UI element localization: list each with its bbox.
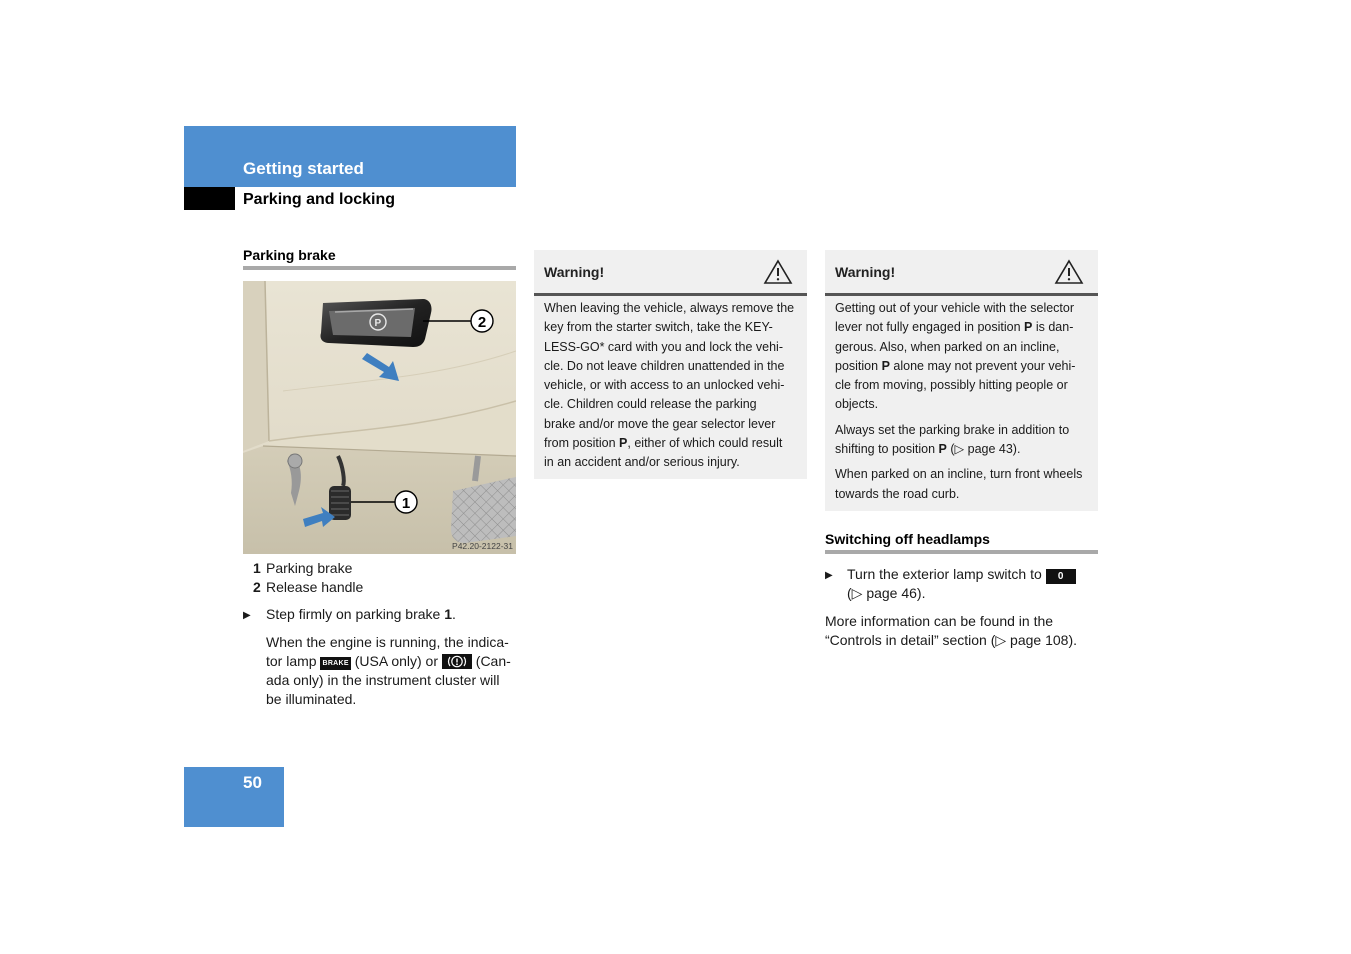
warning-line: gerous. Also, when parked on an incline, — [835, 339, 1060, 354]
parking-brake-illustration — [243, 281, 516, 554]
step-text: Step firmly on parking brake — [266, 606, 441, 622]
warning-title: Warning! — [835, 264, 896, 280]
brake-indicator-icon: BRAKE — [320, 657, 350, 670]
warning-line — [835, 440, 1097, 459]
step-reference: 1 — [444, 606, 452, 622]
headlamps-heading: Switching off headlamps — [825, 531, 990, 547]
gear-position: P — [619, 436, 628, 451]
paragraph-line: “Controls in detail” section (▷ page 108). — [825, 632, 1077, 648]
warning-line: Always set the parking brake in addition to — [835, 422, 1070, 437]
warning-fragment: from position — [544, 436, 616, 451]
warning-fragment: , either of which could result — [627, 436, 783, 451]
step-end: . — [452, 606, 456, 622]
warning-text — [544, 299, 804, 473]
warning-line: in an accident and/or serious injury. — [544, 455, 740, 470]
page-number-box — [184, 767, 284, 827]
more-info-paragraph — [825, 612, 1100, 650]
paragraph-line: When the engine is running, the indica- — [266, 634, 509, 650]
indicator-paragraph — [266, 633, 518, 709]
section-marker — [184, 187, 235, 210]
paragraph-fragment: (Can- — [475, 653, 511, 669]
heading-rule — [825, 550, 1098, 554]
step-bullet-icon: ▶ — [825, 570, 833, 581]
headlamps-step — [847, 565, 1097, 603]
warning-triangle-icon — [763, 259, 793, 290]
warning-fragment: is dan- — [1035, 320, 1074, 335]
warning-line: objects. — [835, 397, 879, 412]
warning-line — [835, 318, 1097, 337]
warning-fragment: alone may not prevent your vehi- — [893, 358, 1076, 373]
warning-line: brake and/or move the gear selector lever — [544, 416, 776, 431]
paragraph-line: be illuminated. — [266, 691, 357, 707]
parking-brake-indicator-icon — [442, 654, 472, 669]
legend-number: 1 — [253, 560, 261, 576]
chapter-title: Getting started — [243, 159, 364, 178]
paragraph-line: More information can be found in the — [825, 613, 1054, 629]
step-line: (▷ page 46). — [847, 585, 926, 601]
lamp-switch-off-icon: 0 — [1046, 569, 1076, 584]
warning-line: LESS-GO* card with you and lock the vehi- — [544, 339, 784, 354]
warning-rule — [534, 293, 807, 296]
step-bullet-icon: ▶ — [243, 610, 251, 621]
parking-brake-drawing — [243, 281, 516, 554]
warning-line — [835, 357, 1097, 376]
warning-line: cle from moving, possibly hitting people or — [835, 378, 1068, 393]
warning-line: vehicle, or with access to an unlocked vehi- — [544, 378, 785, 393]
gear-position: P — [1024, 320, 1033, 335]
page-reference: (▷ page 43). — [950, 442, 1021, 457]
step-text: Turn the exterior lamp switch to — [847, 566, 1042, 582]
callout-1: 1 — [401, 495, 411, 512]
warning-triangle-icon — [1054, 259, 1084, 290]
warning-fragment: lever not fully engaged in position — [835, 320, 1021, 335]
warning-box-selector-lever — [825, 250, 1098, 511]
warning-fragment: shifting to position — [835, 442, 936, 457]
warning-line: cle. Children could release the parking — [544, 397, 757, 412]
gear-position: P — [881, 358, 890, 373]
warning-fragment: position — [835, 358, 879, 373]
warning-text — [835, 299, 1097, 504]
legend-label: Release handle — [266, 579, 364, 595]
warning-line: key from the starter switch, take the KEY- — [544, 320, 773, 335]
warning-line: When leaving the vehicle, always remove the — [544, 301, 795, 315]
figure-reference: P42.20-2122-31 — [452, 541, 513, 551]
heading-rule — [243, 266, 516, 270]
paragraph-fragment: tor lamp — [266, 653, 317, 669]
page-number: 50 — [243, 773, 262, 792]
warning-box-leaving-vehicle — [534, 250, 807, 479]
warning-line — [544, 434, 804, 453]
warning-title: Warning! — [544, 264, 605, 280]
warning-line: towards the road curb. — [835, 486, 960, 501]
step-instruction — [266, 605, 456, 624]
legend-label: Parking brake — [266, 560, 353, 576]
warning-rule — [825, 293, 1098, 296]
legend-number: 2 — [253, 579, 261, 595]
warning-line: Getting out of your vehicle with the selector — [835, 301, 1075, 315]
callout-2: 2 — [477, 314, 487, 331]
paragraph-line: ada only) in the instrument cluster will — [266, 672, 500, 688]
section-title: Parking and locking — [243, 191, 396, 208]
parking-brake-heading: Parking brake — [243, 247, 336, 263]
warning-line: cle. Do not leave children unattended in the — [544, 358, 785, 373]
legend-item — [253, 559, 352, 578]
paragraph-line — [266, 652, 518, 671]
svg-text:P: P — [374, 318, 382, 329]
paragraph-fragment: (USA only) or — [354, 653, 438, 669]
warning-line: When parked on an incline, turn front wheels — [835, 467, 1083, 482]
gear-position: P — [938, 442, 947, 457]
legend-item — [253, 578, 363, 597]
step-line — [847, 565, 1097, 584]
